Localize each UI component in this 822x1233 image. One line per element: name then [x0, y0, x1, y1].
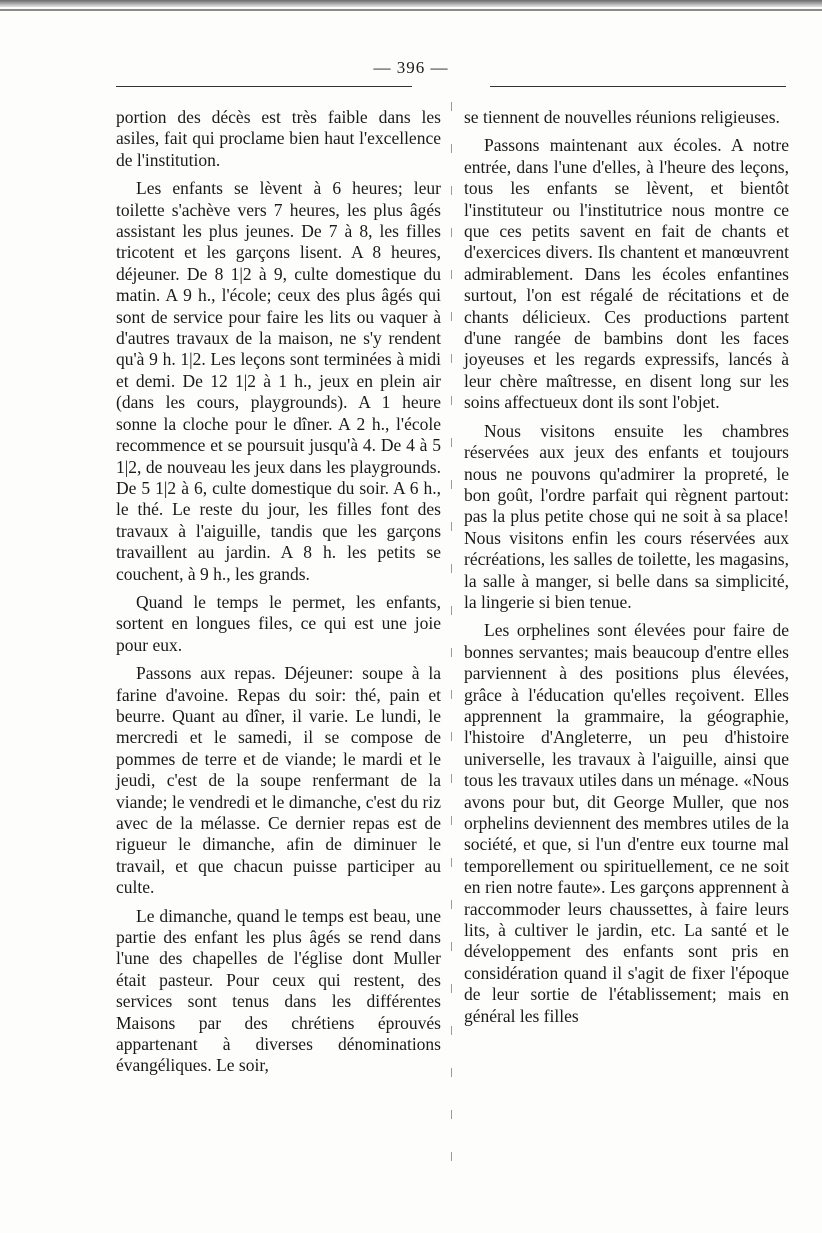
paragraph: portion des décès est très faible dans les asiles, fait qui proclame bien haut l'excellence de l'institution.	[116, 107, 441, 170]
right-text-column	[464, 107, 789, 1034]
left-text-column	[116, 107, 441, 1084]
paragraph: Nous visitons ensuite les chambres réservées aux jeux des enfants et toujours nous ne pouvons qu'admirer la propreté, le bon goût, l'ordre parfait qui règnent partout: pas la plus petite chose qui ne soit à sa place! Nous visitons enfin les cours réservées aux récréations, les salles de toilette, les magasins, la salle à manger, si belle dans sa simplicité, la lingerie si bien tenue.	[464, 420, 789, 612]
paragraph: Les orphelines sont élevées pour faire de bonnes servantes; mais beaucoup d'entre elles parviennent à des positions plus élevées, grâce à l'éducation qu'elles reçoivent. Elles apprennent la grammaire, la géographie, l'histoire d'Angleterre, un peu d'histoire universelle, les travaux à l'aiguille, ainsi que tous les travaux utiles dans un ménage. «Nous avons pour but, dit George Muller, que nos orphelins deviennent des membres utiles de la société, et que, si l'un d'entre eux tourne mal temporellement ou spirituellement, ce ne soit en rien notre faute». Les garçons apprennent à raccommoder leurs chaussettes, à faire leurs lits, à cultiver le jardin, etc. La santé et le développement des enfants sont pris en considération quand il s'agit de fixer l'époque de leur sortie de l'établissement; mais en général les filles	[464, 620, 789, 1026]
paragraph: Les enfants se lèvent à 6 heures; leur toilette s'achève vers 7 heures, les plus âgés assistant les plus jeunes. De 7 à 8, les filles tricotent et les garçons lisent. A 8 heures, déjeuner. De 8 1|2 à 9, culte domestique du matin. A 9 h., l'école; ceux des plus âgés qui sont de service pour faire les lits ou vaquer à d'autres travaux de la maison, ne s'y rendent qu'à 9 h. 1|2. Les leçons sont terminées à midi et demi. De 12 1|2 à 1 h., jeux en plein air (dans les cours, playgrounds). A 1 heure sonne la cloche pour le dîner. A 2 h., l'école recommence et se poursuit jusqu'à 4. De 4 à 5 1|2, de nouveau les jeux dans les playgrounds. De 5 1|2 à 6, culte domestique du soir. A 6 h., le thé. Le reste du jour, les filles font des travaux à l'aiguille, tandis que les garçons travaillent au jardin. A 8 h. les petits se couchent, à 9 h., les grands.	[116, 178, 441, 584]
page-top-edge	[0, 0, 822, 7]
page-top-rule	[0, 9, 822, 11]
paragraph: Passons aux repas. Déjeuner: soupe à la farine d'avoine. Repas du soir: thé, pain et beurre. Quant au dîner, il varie. Le lundi, le mercredi et le samedi, il se compose de pommes de terre et de viande; le mardi et le jeudi, c'est de la soupe renfermant de la viande; le vendredi et le dimanche, c'est du riz avec de la mélasse. Ce dernier repas est de rigueur le dimanche, afin de diminuer le travail, et que chacun puisse participer au culte.	[116, 663, 441, 898]
page-number: — 396 —	[373, 58, 449, 77]
paragraph: Le dimanche, quand le temps est beau, une partie des enfant les plus âgés se rend dans l'une des chapelles de l'église dont Muller était pasteur. Pour ceux qui restent, des services sont tenus dans les différentes Maisons par des chrétiens éprouvés appartenant à diverses dénominations évangéliques. Le soir,	[116, 905, 441, 1076]
header-rule-left	[116, 86, 412, 87]
paragraph: se tiennent de nouvelles réunions religieuses.	[464, 107, 780, 127]
paragraph: Passons maintenant aux écoles. A notre entrée, dans l'une d'elles, à l'heure des leçons, tous les enfants se lèvent, et bientôt l'instituteur ou l'institutrice nous montre ce que ces petits savent en fait de chants et d'exercices divers. Ils chantent et manœuvrent admirablement. Dans les écoles enfantines surtout, l'on est régalé de récitations et de chants délicieux. Ces productions partent d'une rangée de bambins dont les faces joyeuses et les regards expressifs, lancés à leur chère maîtresse, en disent long sur les soins affectueux dont ils sont l'objet.	[464, 135, 789, 413]
column-divider	[451, 102, 452, 1172]
paragraph: Quand le temps le permet, les enfants, sortent en longues files, ce qui est une joie pour eux.	[116, 591, 441, 655]
header-rule-right	[490, 86, 786, 87]
